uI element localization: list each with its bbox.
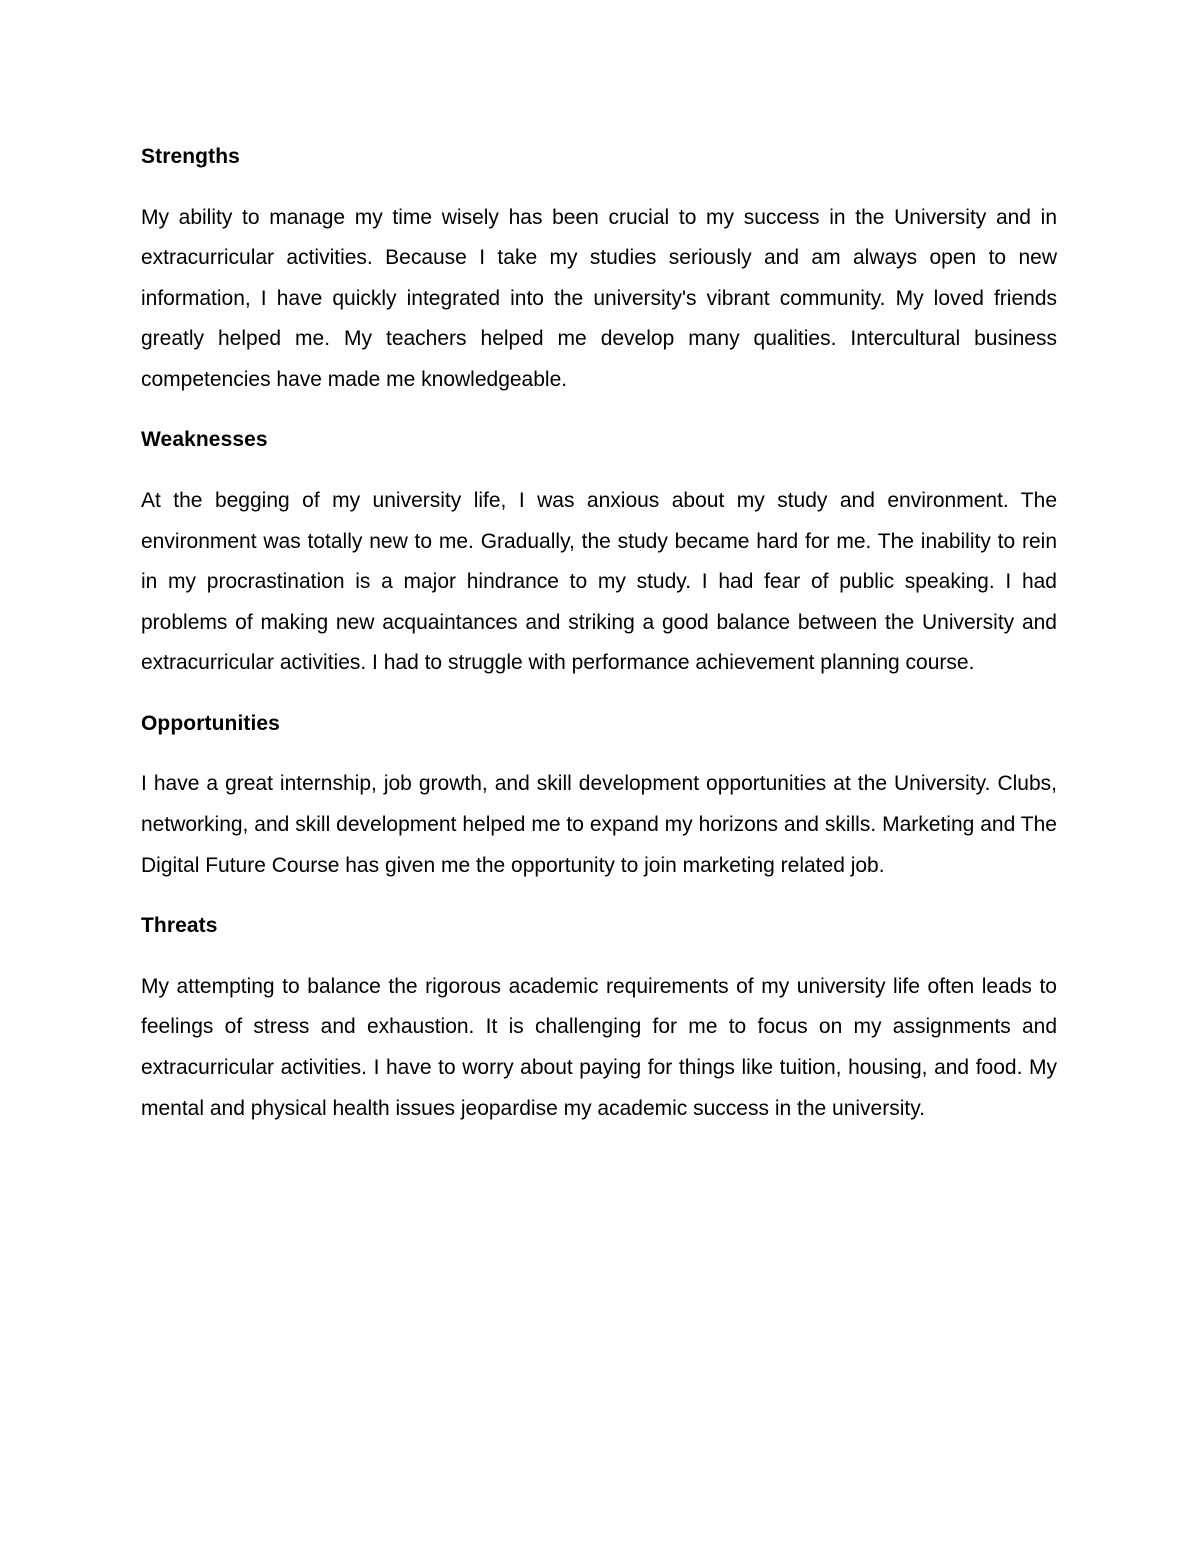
section-heading-opportunities: Opportunities xyxy=(141,711,280,735)
section-weaknesses xyxy=(141,420,1057,683)
section-opportunities xyxy=(141,704,1057,886)
section-heading-threats: Threats xyxy=(141,914,218,938)
section-threats xyxy=(141,906,1057,1129)
section-strengths xyxy=(141,137,1057,400)
document-page xyxy=(141,137,1057,1149)
section-heading-weaknesses: Weaknesses xyxy=(141,428,268,452)
section-body-weaknesses: At the begging of my university life, I was anxious about my study and environment. The environment was totally new to me. Gradually, the study became hard for me. The inability to rein in my procrastination is a major hindrance to my study. I had fear of public speaking. I had problems of making new acquaintances and striking a good balance between the University and extracurricular activities. I had to struggle with performance achievement planning course. xyxy=(141,488,1057,675)
section-body-opportunities: I have a great internship, job growth, and skill development opportunities at the University. Clubs, networking, and skill development helped me to expand my horizons and skills. Marketing and The Digital Future Course has given me the opportunity to join marketing related job. xyxy=(141,772,1057,877)
section-body-threats: My attempting to balance the rigorous academic requirements of my university life often leads to feelings of stress and exhaustion. It is challenging for me to focus on my assignments and extracurricular activities. I have to worry about paying for things like tuition, housing, and food. My mental and physical health issues jeopardise my academic success in the university. xyxy=(141,974,1057,1120)
section-heading-strengths: Strengths xyxy=(141,145,240,168)
section-body-strengths: My ability to manage my time wisely has been crucial to my success in the University and in extracurricular activities. Because I take my studies seriously and am always open to new information, I have quickly integrated into the university's vibrant community. My loved friends greatly helped me. My teachers helped me develop many qualities. Intercultural business competencies have made me knowledgeable. xyxy=(141,205,1057,391)
